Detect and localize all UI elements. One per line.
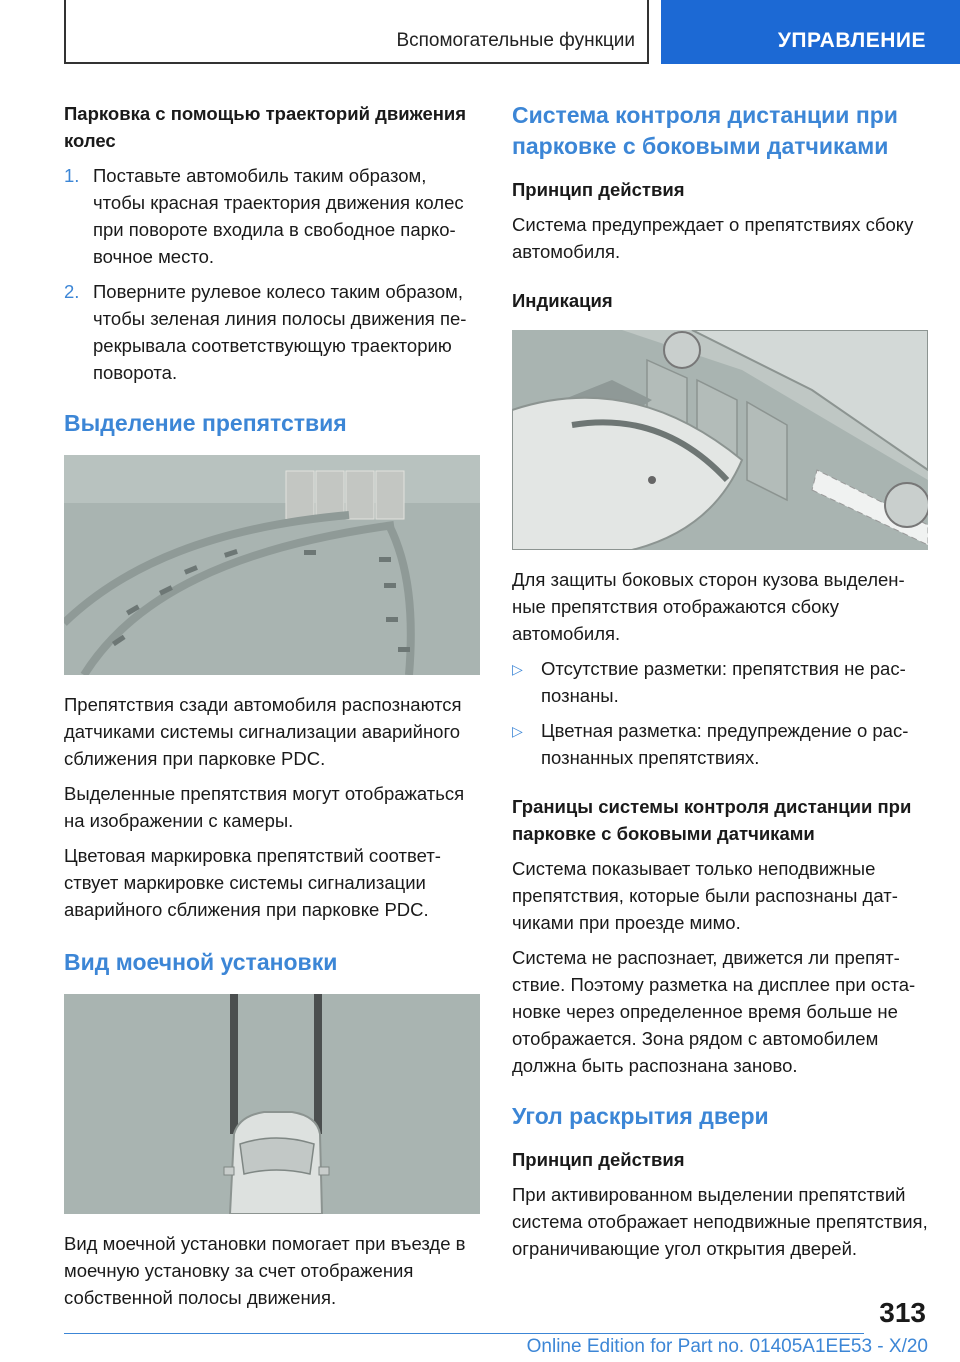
- header-section: УПРАВЛЕНИЕ: [777, 29, 926, 52]
- bullet-text: Отсутствие разметки: препятствия не распознаны.: [541, 658, 906, 706]
- heading-obstacle-highlight: Выделение препятствия: [64, 410, 347, 436]
- paragraph: Вид моечной установки помогает при въезде в моечную установку за счет отображения собственной полосы движения.: [64, 1233, 466, 1308]
- paragraph: Система предупреждает о препятствиях сбоку автомобиля.: [512, 214, 914, 262]
- running-header: [64, 0, 649, 64]
- bullet-icon: ▷: [512, 661, 523, 677]
- right-column: [512, 100, 928, 1270]
- section-tab: [661, 0, 960, 64]
- heading-principle-2: Принцип действия: [512, 1149, 685, 1170]
- paragraph: При активированном выделении препятствий система отображает неподвижные препятствия, ограничивающие угол открытия дверей.: [512, 1184, 928, 1259]
- car-wash-image: [64, 994, 480, 1214]
- paragraph: Препятствия сзади автомобиля распознаются датчиками системы сигнализации аварийного сближения при парковке PDC.: [64, 694, 462, 769]
- heading-principle: Принцип действия: [512, 179, 685, 200]
- side-sensors-image: [512, 330, 928, 550]
- steps-list: [64, 162, 480, 386]
- step-text: Поставьте автомобиль таким образом, чтобы красная траектория движения колес при повороте входила в свободное парковочное место.: [93, 165, 464, 267]
- figure-camera-obstacles: [64, 455, 480, 675]
- heading-car-wash: Вид моечной установки: [64, 949, 338, 975]
- heading-display: Индикация: [512, 290, 613, 311]
- left-column: [64, 100, 480, 1319]
- bullet-icon: ▷: [512, 723, 523, 739]
- paragraph: Система не распознает, движется ли препятствие. Поэтому разметка на дисплее при остановке через определенное время больше не отображается. Зона рядом с автомобилем должна быть распознана заново.: [512, 947, 916, 1076]
- step-number: 1.: [64, 165, 80, 186]
- paragraph: Цветовая маркировка препятствий соответствует маркировке системы сигнализации аварийного сближения при парковке PDC.: [64, 845, 441, 920]
- list-item: [64, 162, 480, 270]
- list-item: [512, 717, 928, 771]
- heading-system-limits: Границы системы контроля дистанции при парковке с боковыми датчиками: [512, 796, 912, 844]
- paragraph: Выделенные препятствия могут отображаться на изображении с камеры.: [64, 783, 465, 831]
- footer-divider: [64, 1333, 864, 1334]
- footer-edition: Online Edition for Part no. 01405A1EE53 - X/20: [526, 1336, 928, 1357]
- page-number: 313: [879, 1297, 926, 1328]
- step-number: 2.: [64, 281, 80, 302]
- heading-side-pdc: Система контроля дистанции при парковке с боковыми датчиками: [512, 102, 898, 159]
- figure-car-wash: [64, 994, 480, 1214]
- bullet-text: Цветная разметка: предупреждение о распознанных препятствиях.: [541, 720, 909, 768]
- heading-wheel-paths: Парковка с помощью траекторий движения колес: [64, 103, 467, 151]
- heading-door-angle: Угол раскрытия двери: [512, 1103, 769, 1129]
- paragraph: Система показывает только неподвижные препятствия, которые были распознаны датчиками при проезде мимо.: [512, 858, 898, 933]
- paragraph: Для защиты боковых сторон кузова выделенные препятствия отображаются сбоку автомобиля.: [512, 569, 905, 644]
- list-item: [64, 278, 480, 386]
- step-text: Поверните рулевое колесо таким образом, чтобы зеленая линия полосы движения перекрывала соответствующую траекторию поворота.: [93, 281, 467, 383]
- header-subsection: Вспомогательные функции: [396, 30, 635, 51]
- figure-side-view: [512, 330, 928, 550]
- list-item: [512, 655, 928, 709]
- bullet-list: [512, 655, 928, 771]
- camera-obstacles-image: [64, 455, 480, 675]
